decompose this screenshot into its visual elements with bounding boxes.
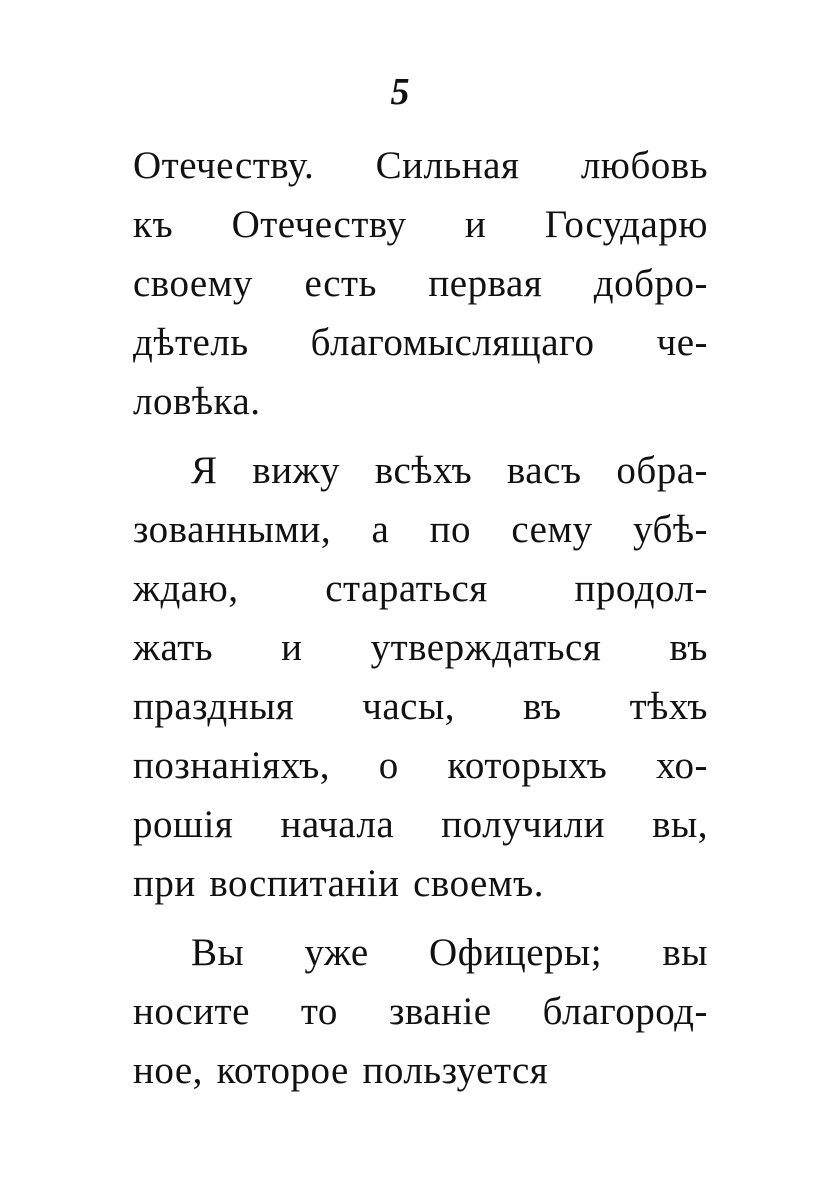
word: о xyxy=(378,744,399,787)
word: своему xyxy=(133,262,253,305)
word: воспитаніи xyxy=(209,862,400,905)
word: познаніяхъ, xyxy=(133,744,331,787)
text-line xyxy=(133,1041,708,1100)
text-line xyxy=(133,677,708,736)
text-line xyxy=(133,441,708,500)
text-line xyxy=(133,736,708,795)
word: продол- xyxy=(574,567,708,610)
word: вы, xyxy=(652,803,708,846)
text-line xyxy=(133,254,708,313)
word: тѣхъ xyxy=(629,685,708,728)
word: Я xyxy=(191,449,218,492)
text-line xyxy=(133,618,708,677)
word: утверждаться xyxy=(370,626,602,669)
text-line xyxy=(133,136,708,195)
word: Офицеры; xyxy=(429,931,603,974)
word: а xyxy=(371,508,390,551)
page-number: 5 xyxy=(390,71,410,113)
word: всѣхъ xyxy=(374,449,473,492)
word: жать xyxy=(133,626,214,669)
body-text xyxy=(133,136,708,1100)
word: которое xyxy=(216,1049,349,1092)
word: начала xyxy=(280,803,395,846)
word: че- xyxy=(656,321,708,364)
word: есть xyxy=(304,262,377,305)
text-line xyxy=(133,795,708,854)
word: Государю xyxy=(544,203,708,246)
paragraph xyxy=(133,441,708,913)
word: вы xyxy=(662,931,708,974)
word: при xyxy=(133,862,196,905)
text-line xyxy=(133,559,708,618)
word: ловѣка. xyxy=(133,380,261,423)
word: которыхъ xyxy=(447,744,608,787)
word: васъ xyxy=(506,449,582,492)
word: въ xyxy=(669,626,708,669)
word: любовь xyxy=(580,144,708,187)
word: убѣ- xyxy=(632,508,708,551)
text-line xyxy=(133,854,708,913)
word: обра- xyxy=(616,449,708,492)
word: ждаю, xyxy=(133,567,239,610)
word: сему xyxy=(511,508,593,551)
word: зованными, xyxy=(133,508,332,551)
text-line xyxy=(133,500,708,559)
text-line xyxy=(133,982,708,1041)
word: ное, xyxy=(133,1049,203,1092)
word: вижу xyxy=(252,449,341,492)
text-line xyxy=(133,195,708,254)
word: Отечеству. xyxy=(133,144,315,187)
word: праздныя xyxy=(133,685,295,728)
word: званіе xyxy=(388,990,492,1033)
word: рошія xyxy=(133,803,234,846)
word: хо- xyxy=(655,744,708,787)
word: пользуется xyxy=(362,1049,549,1092)
word: Сильная xyxy=(375,144,520,187)
paragraph xyxy=(133,136,708,431)
word: благород- xyxy=(542,990,708,1033)
word: носите xyxy=(133,990,250,1033)
word: своемъ. xyxy=(413,862,544,905)
text-line xyxy=(133,313,708,372)
word: дѣтель xyxy=(133,321,249,364)
text-line xyxy=(133,923,708,982)
word: часы, xyxy=(362,685,455,728)
word: въ xyxy=(522,685,562,728)
word: первая xyxy=(428,262,543,305)
word: къ xyxy=(133,203,174,246)
word: Вы xyxy=(191,931,245,974)
word: благомыслящаго xyxy=(310,321,595,364)
text-line xyxy=(133,372,708,431)
word: стараться xyxy=(325,567,488,610)
word: и xyxy=(464,203,487,246)
word: уже xyxy=(304,931,369,974)
word: получили xyxy=(441,803,605,846)
paragraph xyxy=(133,923,708,1100)
word: добро- xyxy=(593,262,708,305)
word: Отечеству xyxy=(231,203,407,246)
word: по xyxy=(429,508,472,551)
word: то xyxy=(300,990,338,1033)
word: и xyxy=(281,626,303,669)
